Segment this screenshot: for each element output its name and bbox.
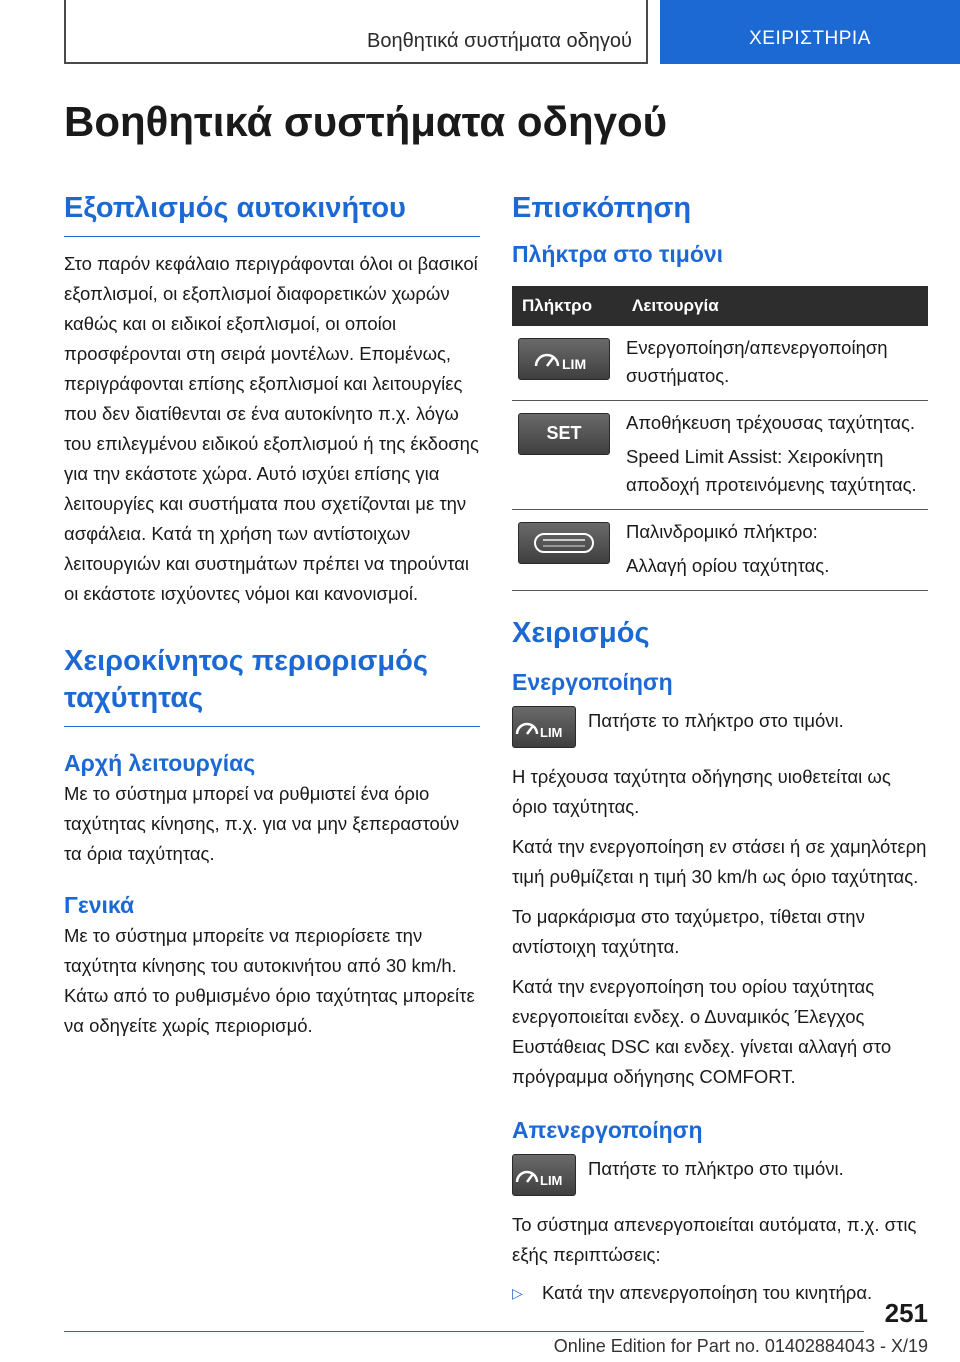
deactivation-paragraph: Το σύστημα απενεργοποιείται αυτόματα, π.χ. στις εξής περιπτώσεις: [512, 1214, 917, 1266]
operation-heading: Χειρισμός [512, 616, 650, 649]
activation-paragraph: Το μαρκάρισμα στο ταχύμετρο, τίθεται στην αντίστοιχη ταχύτητα. [512, 906, 865, 958]
general-heading: Γενικά [64, 891, 135, 918]
row-set-speed-limit-assist: Speed Limit Assist: Χειροκίνητη αποδοχή προτεινόμενης ταχύτητας. [626, 445, 917, 495]
right-column [512, 190, 928, 1308]
lim-key-icon [518, 338, 610, 380]
limiter-heading: Χειροκίνητος περιορισμός ταχύτητας [64, 643, 480, 727]
principle-text: Με το σύστημα μπορεί να ρυθμιστεί ένα όριο ταχύτητας κίνησης, π.χ. για να μην ξεπεραστούν τα όρια ταχύτητας. [64, 782, 460, 864]
row-rocker-function: Παλινδρομικό πλήκτρο: [626, 520, 818, 542]
table-header-function: Λειτουργία [622, 286, 928, 326]
svg-text:LIM: LIM [540, 1173, 563, 1189]
footer-divider [64, 1331, 864, 1332]
bullet-text: Κατά την απενεργοποίηση του κινητήρα. [542, 1282, 873, 1304]
lim-key-icon [512, 1154, 576, 1196]
header-section-box [64, 0, 648, 64]
svg-text:LIM: LIM [562, 355, 587, 372]
table-row [512, 326, 928, 401]
activation-paragraph: Κατά την ενεργοποίηση του ορίου ταχύτητας ενεργοποιείται ενδεχ. ο Δυναμικός Έλεγχος Ευστάθειας DSC και ενδεχ. γίνεται αλλαγή στο πρόγραμμα οδήγησης COMFORT. [512, 976, 892, 1088]
row-lim-function: Ενεργοποίηση/απενεργοποίηση συστήματος. [626, 336, 888, 386]
row-set-function: Αποθήκευση τρέχουσας ταχύτητας. [626, 411, 915, 433]
footer-edition: Online Edition for Part no. 01402884043 - X/19 [553, 1336, 928, 1356]
activation-heading: Ενεργοποίηση [512, 669, 673, 696]
activation-instruction: Πατήστε το πλήκτρο στο τιμόνι. [588, 710, 844, 732]
header-chapter-tab[interactable]: ΧΕΙΡΙΣΤΗΡΙΑ [660, 0, 960, 64]
activation-paragraph: Η τρέχουσα ταχύτητα οδήγησης υιοθετείται ως όριο ταχύτητας. [512, 766, 891, 818]
buttons-heading: Πλήκτρα στο τιμόνι [512, 240, 724, 267]
activation-instruction-row [512, 706, 928, 748]
buttons-table [512, 286, 928, 591]
lim-key-icon [512, 706, 576, 748]
equipment-text: Στο παρόν κεφάλαιο περιγράφονται όλοι οι βασικοί εξοπλισμοί, οι εξοπλισμοί διαφορετικών χωρών καθώς και οι ειδικοί εξοπλισμοί, οι οποίοι προσφέρονται στη σειρά μοντέλων. Επομένως, περιγράφονται επίσης εξοπλισμοί και λειτουργίες που δεν διατίθενται σε ένα αυτοκίνητο π.χ. λόγω του επιλεγμένου ειδικού εξοπλισμού ή της έκδοσης για την εκάστοτε χώρα. Αυτό ισχύει επίσης για λειτουργίες και συστήματα που σχετίζονται με την ασφάλεια. Κατά τη χρήση των αντίστοιχων λειτουργιών και συστημάτων πρέπει να τηρούνται οι εκάστοτε ισχύοντες νόμοι και κανονισμοί. [64, 252, 479, 604]
deactivation-instruction-row [512, 1154, 928, 1196]
table-header-key: Πλήκτρο [512, 286, 622, 326]
table-row [512, 509, 928, 590]
page-title: Βοηθητικά συστήματα οδηγού [64, 98, 668, 145]
header-section-title: Βοηθητικά συστήματα οδηγού [367, 30, 632, 52]
page-number: 251 [884, 1298, 928, 1328]
left-column [64, 190, 480, 1041]
general-text: Με το σύστημα μπορείτε να περιορίσετε την ταχύτητα κίνησης του αυτοκινήτου από 30 km/h. Κάτω από το ρυθμισμένο όριο ταχύτητας μπορείτε να οδηγείτε χωρίς περιορισμό. [64, 924, 475, 1036]
svg-text:LIM: LIM [540, 725, 563, 741]
rocker-key-icon [518, 522, 610, 564]
deactivation-heading: Απενεργοποίηση [512, 1117, 703, 1144]
overview-heading: Επισκόπηση [512, 192, 692, 224]
list-item [512, 1278, 928, 1308]
equipment-heading: Εξοπλισμός αυτοκινήτου [64, 190, 480, 237]
table-row [512, 400, 928, 509]
triangle-bullet-icon: ▷ [512, 1285, 523, 1302]
principle-heading: Αρχή λειτουργίας [64, 750, 256, 777]
set-key-icon: SET [518, 413, 610, 455]
deactivation-instruction: Πατήστε το πλήκτρο στο τιμόνι. [588, 1158, 844, 1180]
activation-paragraph: Κατά την ενεργοποίηση εν στάσει ή σε χαμηλότερη τιμή ρυθμίζεται η τιμή 30 km/h ως όριο ταχύτητας. [512, 836, 927, 888]
row-rocker-change-limit: Αλλαγή ορίου ταχύτητας. [626, 554, 830, 576]
